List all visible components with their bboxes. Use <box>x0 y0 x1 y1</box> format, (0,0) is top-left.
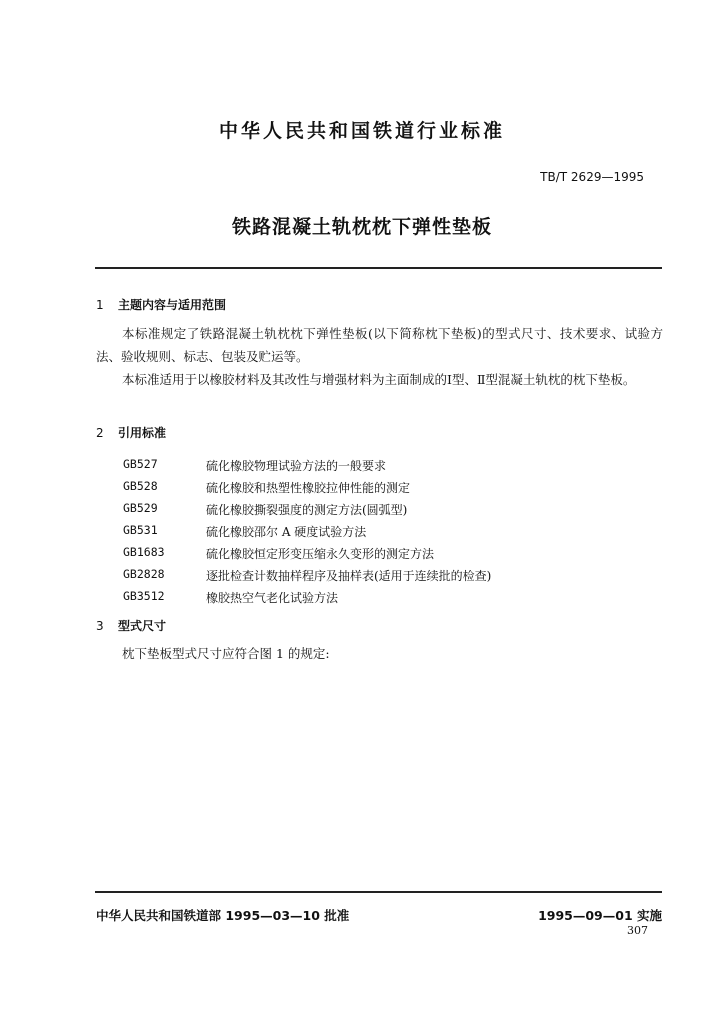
section-number: 2 <box>96 426 104 440</box>
reference-code: GB529 <box>123 501 158 515</box>
reference-code: GB3512 <box>123 589 165 603</box>
section-title: 引用标准 <box>118 426 167 440</box>
page-number: 307 <box>627 924 648 937</box>
approval-line: 中华人民共和国铁道部 1995—03—10 批准 <box>96 908 350 923</box>
header-divider <box>95 267 662 269</box>
reference-name: 橡胶热空气老化试验方法 <box>206 591 339 605</box>
document-title: 铁路混凝土轨枕枕下弹性垫板 <box>231 216 492 238</box>
section-3-paragraph-1: 枕下垫板型式尺寸应符合图 1 的规定: <box>122 646 330 661</box>
reference-code: GB528 <box>123 479 158 493</box>
section-title: 型式尺寸 <box>118 619 167 633</box>
section-title: 主题内容与适用范围 <box>118 298 227 312</box>
reference-name: 硫化橡胶物理试验方法的一般要求 <box>206 459 387 473</box>
section-1-paragraph-2: 本标准适用于以橡胶材料及其改性与增强材料为主面制成的Ⅰ型、Ⅱ型混凝土轨枕的枕下垫板。 <box>122 372 636 387</box>
reference-name: 硫化橡胶和热塑性橡胶拉伸性能的测定 <box>206 481 411 495</box>
reference-name: 硫化橡胶恒定形变压缩永久变形的测定方法 <box>206 547 435 561</box>
section-1-heading <box>96 296 226 313</box>
reference-code: GB531 <box>123 523 158 537</box>
footer-divider <box>95 891 662 893</box>
effective-date: 1995—09—01 实施 <box>538 908 662 923</box>
section-2-heading <box>96 424 166 441</box>
reference-code: GB527 <box>123 457 158 471</box>
reference-name: 硫化橡胶邵尔 A 硬度试验方法 <box>206 525 367 539</box>
reference-code: GB1683 <box>123 545 165 559</box>
section-3-heading <box>96 617 166 634</box>
reference-name: 硫化橡胶撕裂强度的测定方法(圆弧型) <box>206 503 408 517</box>
reference-name: 逐批检查计数抽样程序及抽样表(适用于连续批的检查) <box>206 569 492 583</box>
section-number: 1 <box>96 298 104 312</box>
standard-number: TB/T 2629—1995 <box>540 170 644 184</box>
reference-code: GB2828 <box>123 567 165 581</box>
section-1-paragraph-1: 本标准规定了铁路混凝土轨枕枕下弹性垫板(以下简称枕下垫板)的型式尺寸、技术要求、试验方法、验收规则、标志、包装及贮运等。 <box>96 326 663 364</box>
issuing-agency: 中华人民共和国铁道行业标准 <box>218 120 505 142</box>
section-number: 3 <box>96 619 104 633</box>
